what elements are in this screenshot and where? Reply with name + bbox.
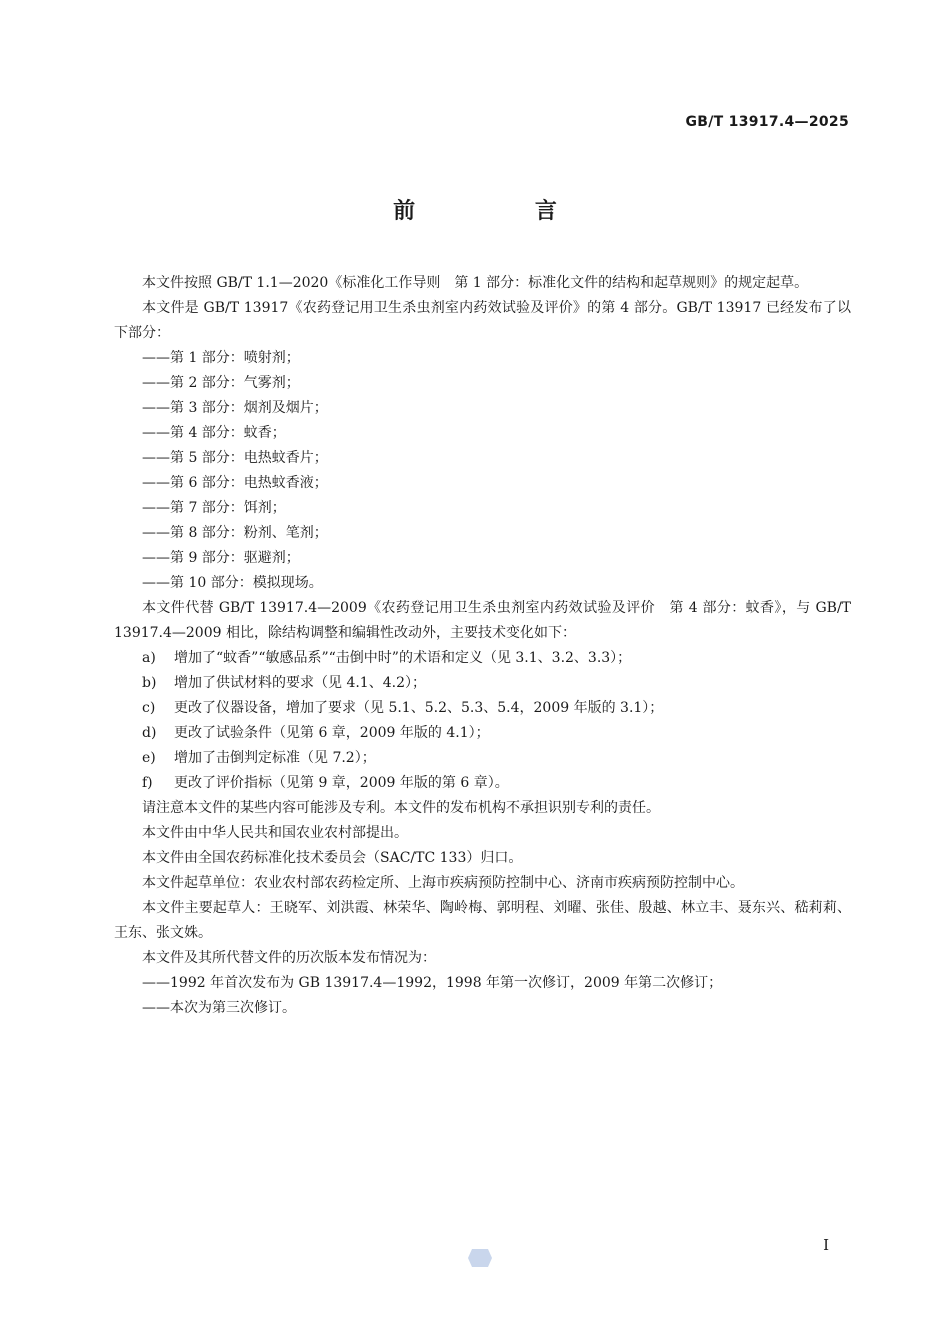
list-text: 更改了评价指标（见第 9 章，2009 年版的第 6 章）。 [174,775,509,791]
list-item: ——第 6 部分：电热蚊香液； [142,475,328,491]
list-item [114,696,851,721]
list-item: ——第 4 部分：蚊香； [142,425,286,441]
page-title: 前 言 [393,199,613,224]
list-item: ——1992 年首次发布为 GB 13917.4—1992，1998 年第一次修订，2009 年第二次修订； [142,975,723,991]
paragraph-proposer: 本文件由中华人民共和国农业农村部提出。 [142,825,408,841]
list-item [114,771,851,796]
changes-list [114,646,851,796]
list-item: ——第 8 部分：粉剂、笔剂； [142,525,328,541]
list-item: ——第 9 部分：驱避剂； [142,550,300,566]
paragraph-patent-notice: 请注意本文件的某些内容可能涉及专利。本文件的发布机构不承担识别专利的责任。 [142,800,660,816]
list-item [114,671,851,696]
list-item: ——第 1 部分：喷射剂； [142,350,300,366]
list-item: ——第 3 部分：烟剂及烟片； [142,400,328,416]
list-text: 增加了击倒判定标准（见 7.2）； [174,750,376,766]
parts-list [114,346,851,596]
list-item: ——第 2 部分：气雾剂； [142,375,300,391]
list-marker: e) [142,750,156,766]
list-item: ——第 5 部分：电热蚊香片； [142,450,328,466]
history-list [114,971,851,1021]
document-body [114,271,851,1021]
paragraph-replacement: 本文件代替 GB/T 13917.4—2009《农药登记用卫生杀虫剂室内药效试验及评价 第 4 部分：蚊香》，与 GB/T 13917.4—2009 相比，除结构调整和编辑性改动外，主要技术变化如下： [114,600,851,641]
list-marker: d) [142,725,157,741]
list-marker: c) [142,700,156,716]
list-marker: a) [142,650,156,666]
sac-logo-icon [467,1247,493,1269]
list-marker: b) [142,675,157,691]
paragraph-drafters: 本文件主要起草人：王晓军、刘洪霞、林荣华、陶岭梅、郭明程、刘曜、张佳、殷越、林立丰、聂东兴、嵇莉莉、王东、张文姝。 [114,900,851,941]
paragraph-series-intro: 本文件是 GB/T 13917《农药登记用卫生杀虫剂室内药效试验及评价》的第 4 部分。GB/T 13917 已经发布了以下部分： [114,300,851,341]
list-marker: f) [142,775,153,791]
paragraph-history-intro: 本文件及其所代替文件的历次版本发布情况为： [142,950,436,966]
standard-code: GB/T 13917.4—2025 [685,114,849,130]
paragraph-committee: 本文件由全国农药标准化技术委员会（SAC/TC 133）归口。 [142,850,523,866]
list-text: 增加了“蚊香”“敏感品系”“击倒中时”的术语和定义（见 3.1、3.2、3.3）； [174,650,632,666]
list-item: ——第 7 部分：饵剂； [142,500,286,516]
list-item [114,646,851,671]
list-text: 更改了试验条件（见第 6 章，2009 年版的 4.1）； [174,725,490,741]
list-item [114,746,851,771]
page-number: I [823,1236,829,1254]
paragraph-drafting-rule: 本文件按照 GB/T 1.1—2020《标准化工作导则 第 1 部分：标准化文件的结构和起草规则》的规定起草。 [142,275,809,291]
list-text: 更改了仪器设备，增加了要求（见 5.1、5.2、5.3、5.4，2009 年版的 3.1）； [174,700,664,716]
list-item [114,721,851,746]
list-text: 增加了供试材料的要求（见 4.1、4.2）； [174,675,426,691]
list-item: ——本次为第三次修订。 [142,1000,296,1016]
paragraph-drafting-units: 本文件起草单位：农业农村部农药检定所、上海市疾病预防控制中心、济南市疾病预防控制中心。 [142,875,744,891]
list-item: ——第 10 部分：模拟现场。 [142,575,323,591]
